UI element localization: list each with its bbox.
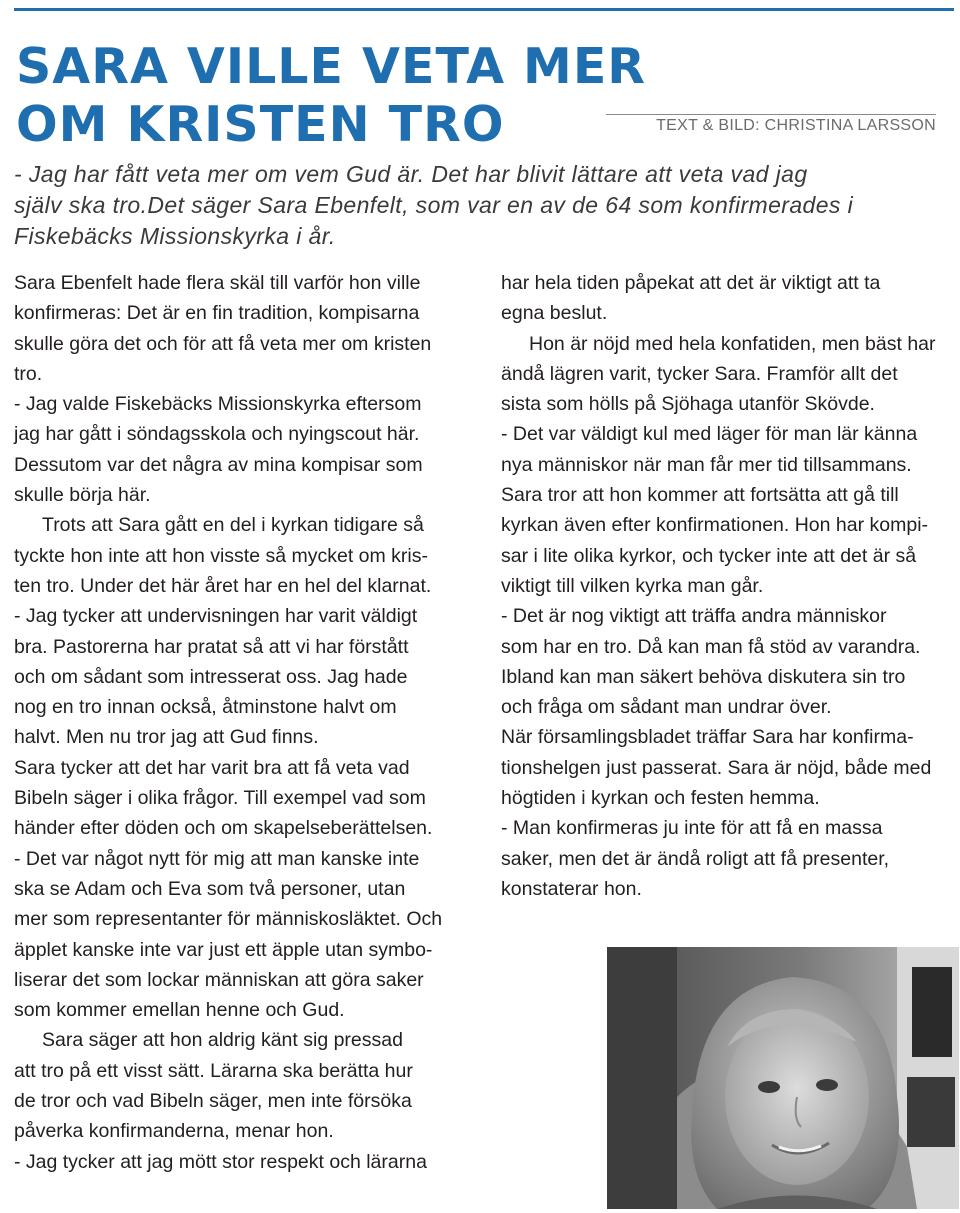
paragraph-line: påverka konfirmanderna, menar hon.	[14, 1120, 334, 1143]
paragraph	[14, 844, 482, 1026]
paragraph-line: jag har gått i söndagsskola och nyingscout här.	[14, 423, 420, 446]
headline	[16, 38, 646, 154]
paragraph-line: konfirmeras: Det är en fin tradition, kompisarna	[14, 302, 420, 325]
paragraph-line: händer efter döden och om skapelseberättelsen.	[14, 817, 433, 840]
paragraph	[14, 1147, 482, 1177]
paragraph-line: ten tro. Under det här året har en hel del klarnat.	[14, 574, 432, 597]
paragraph-line: - Det var något nytt för mig att man kanske inte	[14, 847, 420, 870]
article-column-right-text	[501, 268, 960, 904]
paragraph-line: kyrkan även efter konfirmationen. Hon har kompi-	[501, 514, 929, 537]
paragraph-line: skulle börja här.	[14, 484, 151, 507]
paragraph-line: viktigt till vilken kyrka man går.	[501, 574, 764, 597]
paragraph	[14, 389, 482, 510]
paragraph-line: ändå lägren varit, tycker Sara. Framför allt det	[501, 362, 898, 385]
paragraph	[501, 268, 960, 329]
byline: TEXT & BILD: CHRISTINA LARSSON	[656, 117, 936, 134]
paragraph-line: Dessutom var det några av mina kompisar som	[14, 453, 423, 476]
top-rule	[14, 8, 954, 11]
paragraph-line: - Man konfirmeras ju inte för att få en massa	[501, 817, 883, 840]
paragraph	[14, 753, 482, 844]
paragraph-line: och om sådant som intresserat oss. Jag hade	[14, 665, 408, 688]
paragraph-line: saker, men det är ändå roligt att få presenter,	[501, 847, 890, 870]
paragraph-line: nog en tro innan också, åtminstone halvt om	[14, 696, 397, 719]
article-column-right	[501, 268, 960, 904]
credit-rule	[606, 114, 936, 115]
paragraph-line: sista som hölls på Sjöhaga utanför Skövde.	[501, 393, 875, 416]
paragraph-line: tionshelgen just passerat. Sara är nöjd, både med	[501, 756, 932, 779]
headline-line: OM KRISTEN TRO	[16, 96, 505, 153]
paragraph	[501, 329, 960, 420]
paragraph-line: - Jag valde Fiskebäcks Missionskyrka eftersom	[14, 393, 422, 416]
paragraph	[14, 1025, 482, 1146]
paragraph-line: liserar det som lockar människan att göra saker	[14, 968, 424, 991]
paragraph-line: konstaterar hon.	[501, 877, 642, 900]
paragraph-line: äpplet kanske inte var just ett äpple utan symbo-	[14, 938, 433, 961]
paragraph	[501, 722, 960, 813]
paragraph	[501, 480, 960, 601]
paragraph-line: Trots att Sara gått en del i kyrkan tidigare så	[42, 514, 424, 537]
ingress-line: Fiskebäcks Missionskyrka i år.	[14, 223, 336, 249]
paragraph-line: Bibeln säger i olika frågor. Till exempel vad som	[14, 787, 426, 810]
paragraph-line: sar i lite olika kyrkor, och tycker inte att det är så	[501, 544, 917, 567]
paragraph-line: skulle göra det och för att få veta mer om kristen	[14, 332, 432, 355]
paragraph-line: som har en tro. Då kan man få stöd av varandra.	[501, 635, 921, 658]
paragraph	[501, 601, 960, 722]
paragraph-line: tro.	[14, 362, 43, 385]
paragraph-line: de tror och vad Bibeln säger, men inte försöka	[14, 1090, 412, 1113]
paragraph-line: - Det var väldigt kul med läger för man lär känna	[501, 423, 918, 446]
portrait-photo-illustration	[607, 947, 959, 1209]
portrait-photo	[607, 947, 959, 1209]
paragraph-line: har hela tiden påpekat att det är viktigt att ta	[501, 272, 881, 294]
paragraph	[14, 268, 482, 389]
paragraph-line: ska se Adam och Eva som två personer, utan	[14, 877, 406, 900]
paragraph-line: - Det är nog viktigt att träffa andra människor	[501, 605, 887, 628]
ingress-line: själv ska tro.Det säger Sara Ebenfelt, som var en av de 64 som konfirmerades i	[14, 192, 854, 218]
paragraph-line: högtiden i kyrkan och festen hemma.	[501, 787, 820, 810]
paragraph-line: Sara tycker att det har varit bra att få veta vad	[14, 756, 410, 779]
paragraph-line: Sara säger att hon aldrig känt sig pressad	[42, 1029, 403, 1052]
paragraph-line: som kommer emellan henne och Gud.	[14, 999, 345, 1022]
paragraph-line: - Jag tycker att undervisningen har varit väldigt	[14, 605, 418, 628]
paragraph-line: att tro på ett visst sätt. Lärarna ska berätta hur	[14, 1059, 413, 1082]
paragraph-line: Ibland kan man säkert behöva diskutera sin tro	[501, 665, 906, 688]
paragraph-line: egna beslut.	[501, 302, 608, 325]
paragraph	[501, 813, 960, 904]
ingress	[14, 159, 914, 252]
paragraph-line: mer som representanter för människosläktet. Och	[14, 908, 443, 931]
paragraph-line: Sara tror att hon kommer att fortsätta att gå till	[501, 484, 899, 507]
paragraph-line: - Jag tycker att jag mött stor respekt och lärarna	[14, 1150, 427, 1173]
paragraph-line: bra. Pastorerna har pratat så att vi har förstått	[14, 635, 409, 658]
article-column-left	[14, 268, 482, 1177]
paragraph-line: halvt. Men nu tror jag att Gud finns.	[14, 726, 319, 749]
paragraph	[14, 601, 482, 752]
paragraph-line: nya människor när man får mer tid tillsammans.	[501, 453, 912, 476]
paragraph-line: och fråga om sådant man undrar över.	[501, 696, 832, 719]
ingress-line: - Jag har fått veta mer om vem Gud är. Det har blivit lättare att veta vad jag	[14, 161, 808, 187]
paragraph-line: tyckte hon inte att hon visste så mycket om kris-	[14, 544, 428, 567]
headline-line: SARA VILLE VETA MER	[16, 38, 647, 95]
paragraph-line: Hon är nöjd med hela konfatiden, men bäst har	[529, 332, 936, 355]
paragraph	[501, 419, 960, 480]
paragraph-line: När församlingsbladet träffar Sara har konfirma-	[501, 726, 914, 749]
paragraph-line: Sara Ebenfelt hade flera skäl till varför hon ville	[14, 272, 421, 294]
paragraph	[14, 510, 482, 601]
